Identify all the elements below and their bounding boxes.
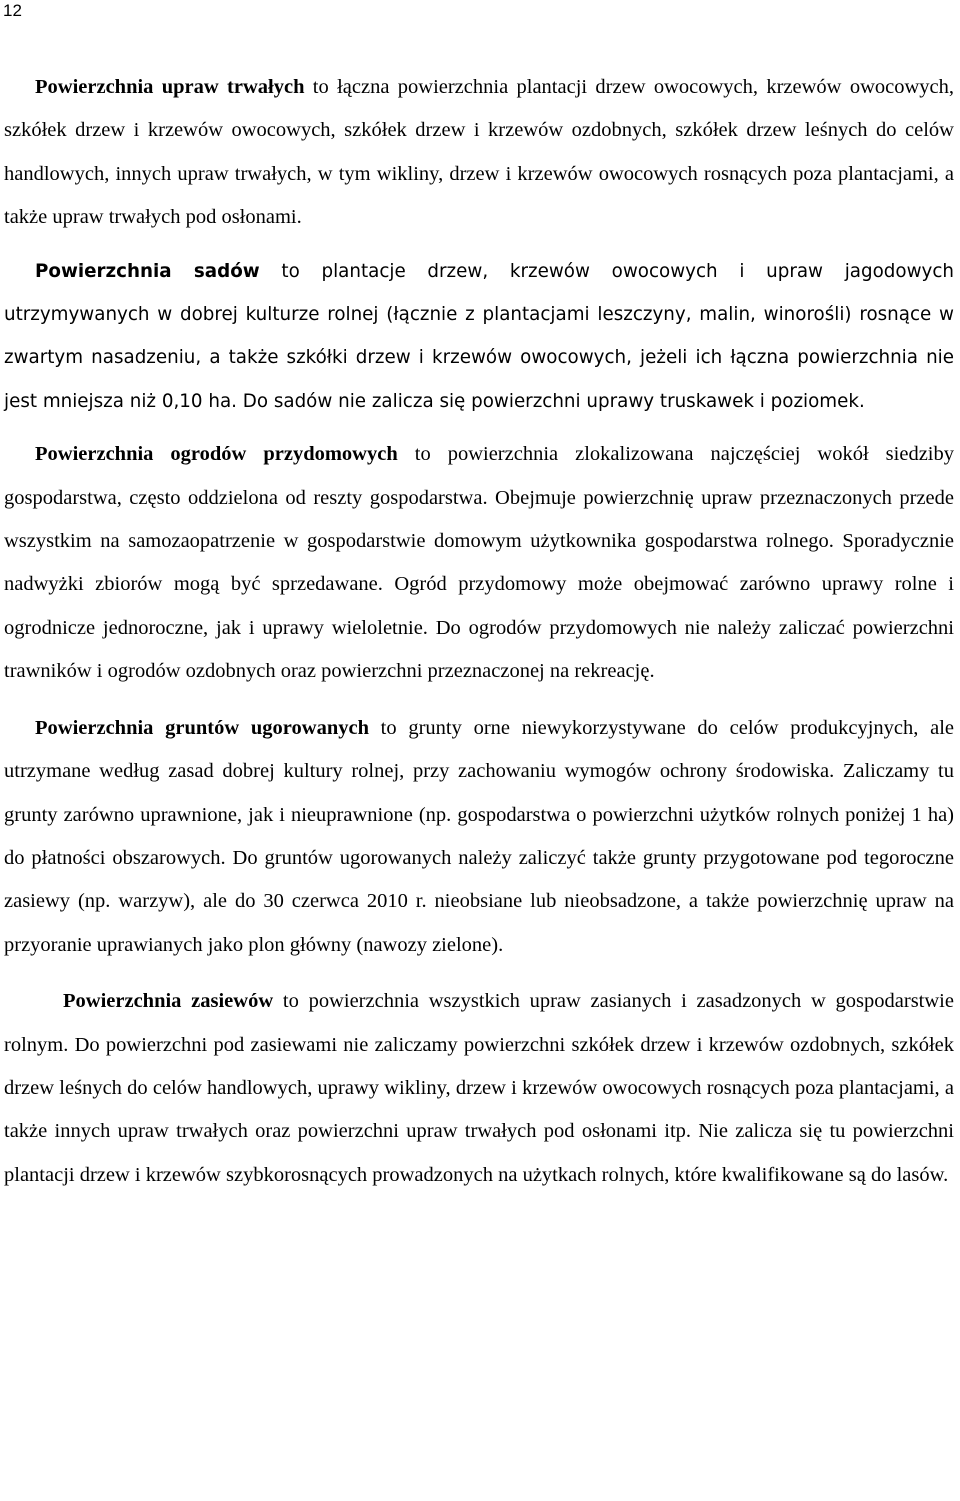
paragraph-sadow bbox=[4, 250, 954, 424]
document-body bbox=[4, 66, 954, 1197]
definition-gruntow-ugorowanych: to grunty orne niewykorzystywane do celów produkcyjnych, ale utrzymane według zasad dobrej kultury rolnej, przy zachowaniu wymogów ochrony środowiska. Zaliczamy tu grunty zarówno uprawnione, jak i nieuprawnione (np. gospodarstwa o powierzchni użytków rolnych poniżej 1 ha) do płatności obszarowych. Do gruntów ugorowanych należy zaliczyć także grunty przygotowane pod tegoroczne zasiewy (np. warzyw), ale do 30 czerwca 2010 r. nieobsiane lub nieobsadzone, a także powierzchnię upraw na przyoranie uprawianych jako plon główny (nawozy zielone). bbox=[4, 716, 954, 956]
definition-upraw-trwalych: to łączna powierzchnia plantacji drzew owocowych, krzewów owocowych, szkółek drzew i krzewów owocowych, szkółek drzew i krzewów ozdobnych, szkółek drzew leśnych do celów handlowych, innych upraw trwałych, w tym wikliny, drzew i krzewów owocowych rosnących poza plantacjami, a także upraw trwałych pod osłonami. bbox=[4, 76, 955, 229]
page-number: 12 bbox=[3, 1, 22, 20]
definition-sadow: to plantacje drzew, krzewów owocowych i upraw jagodowych utrzymywanych w dobrej kulturze rolnej (łącznie z plantacjami leszczyny, malin, winorośli) rosnące w zwartym nasadzeniu, a także szkółki drzew i krzewów owocowych, jeżeli ich łączna powierzchnia nie jest mniejsza niż 0,10 ha. Do sadów nie zalicza się powierzchni uprawy truskawek i poziomek. bbox=[4, 260, 954, 412]
paragraph-gruntow-ugorowanych bbox=[4, 707, 954, 967]
definition-zasiewow: to powierzchnia wszystkich upraw zasianych i zasadzonych w gospodarstwie rolnym. Do powierzchni pod zasiewami nie zaliczamy powierzchni szkółek drzew i krzewów ozdobnych, szkółek drzew leśnych do celów handlowych, uprawy wikliny, drzew i krzewów owocowych rosnących poza plantacjami, a także innych upraw trwałych oraz powierzchni upraw trwałych pod osłonami itp. Nie zalicza się tu powierzchni plantacji drzew i krzewów szybkorosnących prowadzonych na użytkach rolnych, które kwalifikowane są do lasów. bbox=[4, 990, 954, 1186]
paragraph-upraw-trwalych bbox=[4, 66, 954, 240]
paragraph-ogrodow-przydomowych bbox=[4, 433, 954, 693]
term-ogrodow-przydomowych: Powierzchnia ogrodów przydomowych bbox=[35, 443, 398, 466]
paragraph-zasiewow bbox=[4, 980, 954, 1197]
term-gruntow-ugorowanych: Powierzchnia gruntów ugorowanych bbox=[35, 716, 369, 739]
term-upraw-trwalych: Powierzchnia upraw trwałych bbox=[35, 76, 305, 98]
term-sadow: Powierzchnia sadów bbox=[35, 260, 260, 282]
term-zasiewow: Powierzchnia zasiewów bbox=[63, 990, 274, 1013]
definition-ogrodow-przydomowych: to powierzchnia zlokalizowana najczęściej wokół siedziby gospodarstwa, często oddzielona od reszty gospodarstwa. Obejmuje powierzchnię upraw przeznaczonych przede wszystkim na samozaopatrzenie w gospodarstwie domowym użytkownika gospodarstwa rolnego. Sporadycznie nadwyżki zbiorów mogą być sprzedawane. Ogród przydomowy może obejmować zarówno uprawy rolne i ogrodnicze jednoroczne, jak i uprawy wieloletnie. Do ogrodów przydomowych nie należy zaliczać powierzchni trawników i ogrodów ozdobnych oraz powierzchni przeznaczonej na rekreację. bbox=[4, 443, 954, 683]
